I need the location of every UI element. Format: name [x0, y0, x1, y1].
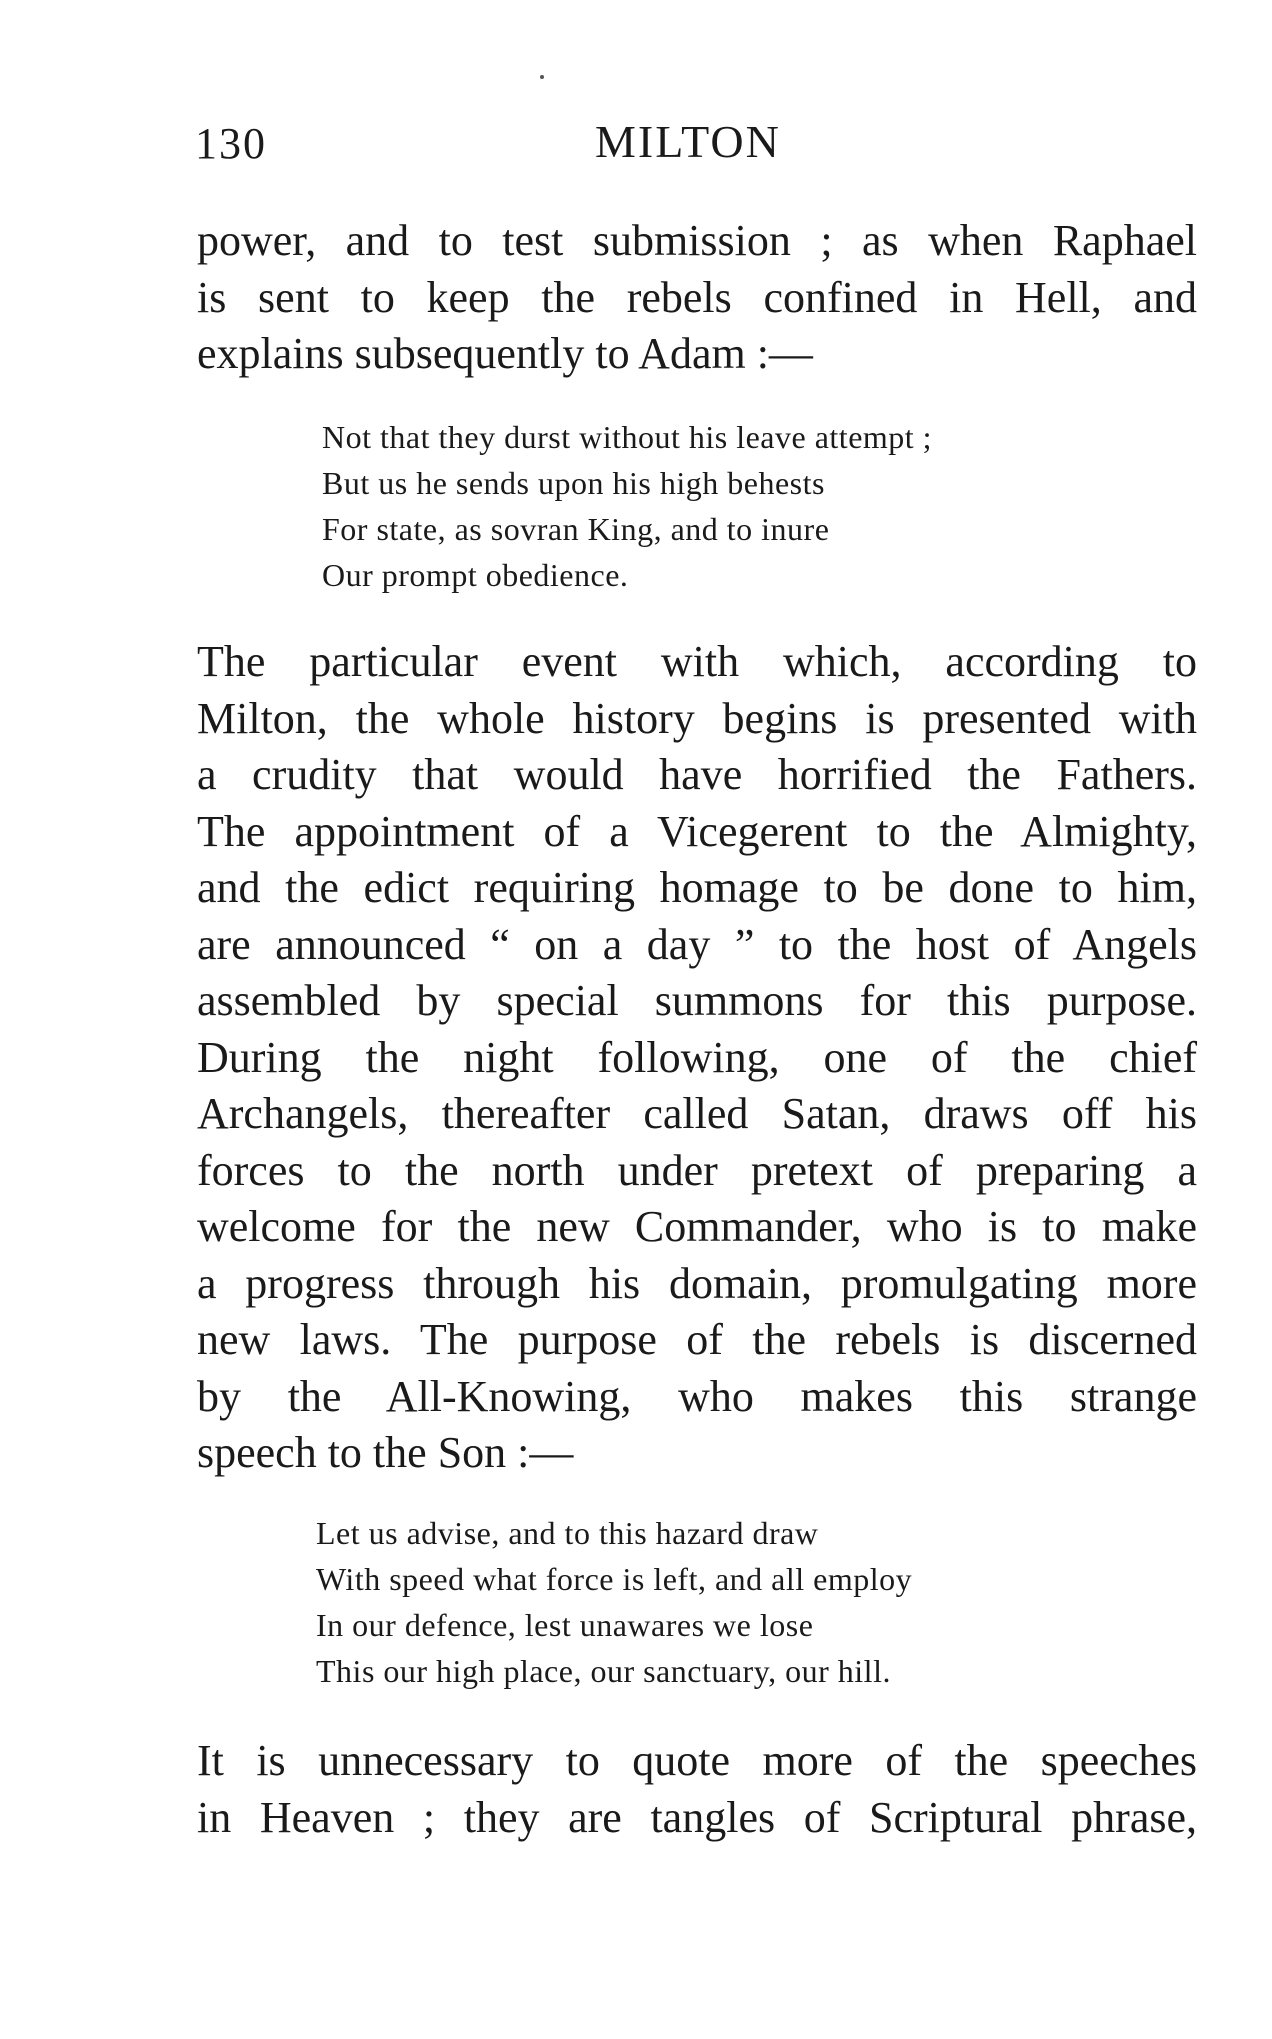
text-line: Milton, the whole history begins is presented with — [197, 693, 1197, 743]
text-line: in Heaven ; they are tangles of Scriptural phrase, — [197, 1792, 1197, 1842]
text-line: assembled by special summons for this purpose. — [197, 976, 1197, 1025]
running-head: MILTON — [595, 116, 781, 167]
verse-line: Let us advise, and to this hazard draw — [316, 1515, 819, 1551]
text-line: welcome for the new Commander, who is to make — [197, 1202, 1197, 1251]
page-number: 130 — [195, 119, 267, 168]
text-line: The appointment of a Vicegerent to the Almighty, — [197, 806, 1197, 856]
text-line: It is unnecessary to quote more of the speeches — [197, 1736, 1197, 1785]
text-line: and the edict requiring homage to be done to him, — [197, 863, 1197, 912]
verse-line: With speed what force is left, and all employ — [316, 1561, 913, 1597]
paragraph-3 — [197, 1733, 1197, 1846]
verse-line: In our defence, lest unawares we lose — [316, 1607, 814, 1643]
paragraph-2 — [197, 634, 1197, 1482]
text-line: are announced “ on a day ” to the host of Angels — [197, 919, 1197, 969]
text-line: by the All-Knowing, who makes this strange — [197, 1371, 1197, 1421]
text-line: forces to the north under pretext of preparing a — [197, 1145, 1197, 1195]
text-line: new laws. The purpose of the rebels is discerned — [197, 1315, 1197, 1364]
text-line: The particular event with which, according to — [197, 637, 1197, 686]
text-line: Archangels, thereafter called Satan, draws off his — [197, 1089, 1197, 1138]
verse-line: Our prompt obedience. — [322, 557, 629, 593]
paragraph-1 — [197, 213, 1197, 383]
verse-line: For state, as sovran King, and to inure — [322, 511, 830, 547]
text-line: power, and to test submission ; as when Raphael — [197, 216, 1197, 265]
printer-mark — [540, 75, 544, 79]
verse-line: This our high place, our sanctuary, our hill. — [316, 1653, 891, 1689]
verse-line: Not that they durst without his leave attempt ; — [322, 419, 933, 455]
text-line: During the night following, one of the chief — [197, 1032, 1197, 1082]
text-line: a progress through his domain, promulgating more — [197, 1258, 1197, 1308]
verse-line: But us he sends upon his high behests — [322, 465, 825, 501]
verse-quotation-2 — [316, 1510, 912, 1694]
text-line: explains subsequently to Adam :— — [197, 329, 813, 378]
text-line: is sent to keep the rebels confined in Hell, and — [197, 272, 1197, 322]
verse-quotation-1 — [322, 414, 932, 598]
text-line: a crudity that would have horrified the Fathers. — [197, 750, 1197, 799]
text-line: speech to the Son :— — [197, 1428, 574, 1477]
